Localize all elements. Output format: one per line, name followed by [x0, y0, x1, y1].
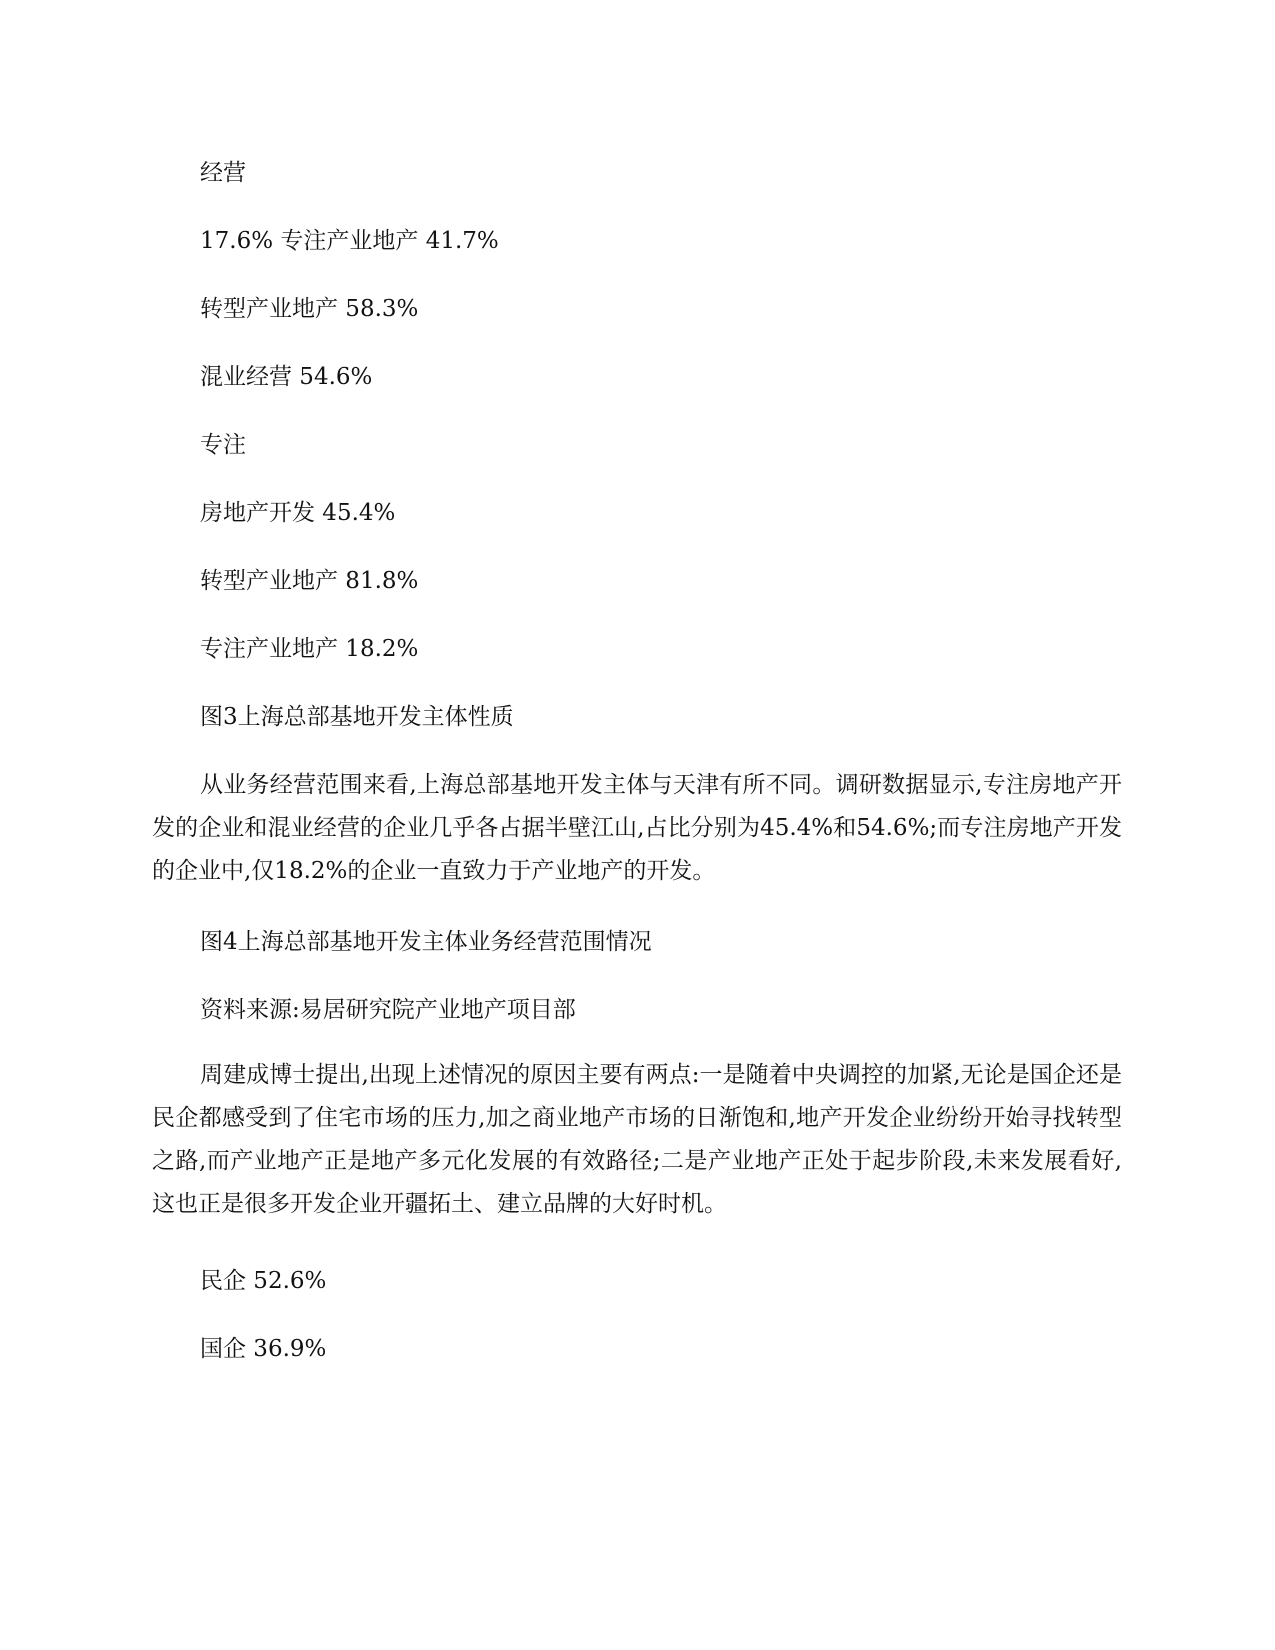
body-paragraph-2: 周建成博士提出,出现上述情况的原因主要有两点:一是随着中央调控的加紧,无论是国企还是民企都感受到了住宅市场的压力,加之商业地产市场的日渐饱和,地产开发企业纷纷开始寻找转型之路,而产业地产正是地产多元化发展的有效路径;二是产业地产正处于起步阶段,未来发展看好,这也正是很多开发企业开疆拓土、建立品牌的大好时机。 [152, 1062, 1122, 1217]
chart-label-focus-industrial-2: 专注产业地产 18.2% [200, 636, 419, 662]
source-note: 资料来源:易居研究院产业地产项目部 [200, 997, 576, 1023]
chart-label-private-enterprise: 民企 52.6% [200, 1268, 327, 1294]
figure3-caption: 图3上海总部基地开发主体性质 [200, 704, 514, 730]
chart-label-focus-industrial: 17.6% 专注产业地产 41.7% [200, 228, 499, 254]
body-paragraph-1: 从业务经营范围来看,上海总部基地开发主体与天津有所不同。调研数据显示,专注房地产开发的企业和混业经营的企业几乎各占据半壁江山,占比分别为45.4%和54.6%;而专注房地产开发的企业中,仅18.2%的企业一直致力于产业地产的开发。 [152, 772, 1122, 884]
chart-label-state-enterprise: 国企 36.9% [200, 1336, 327, 1362]
figure4-caption: 图4上海总部基地开发主体业务经营范围情况 [200, 929, 652, 955]
chart-label-transition-industrial: 转型产业地产 58.3% [200, 296, 419, 322]
chart-label-transition-industrial-2: 转型产业地产 81.8% [200, 568, 419, 594]
chart-label-jingying: 经营 [200, 160, 246, 186]
chart-label-focus: 专注 [200, 432, 246, 458]
chart-label-mixed-business: 混业经营 54.6% [200, 364, 373, 390]
chart-label-real-estate-dev: 房地产开发 45.4% [200, 500, 396, 526]
